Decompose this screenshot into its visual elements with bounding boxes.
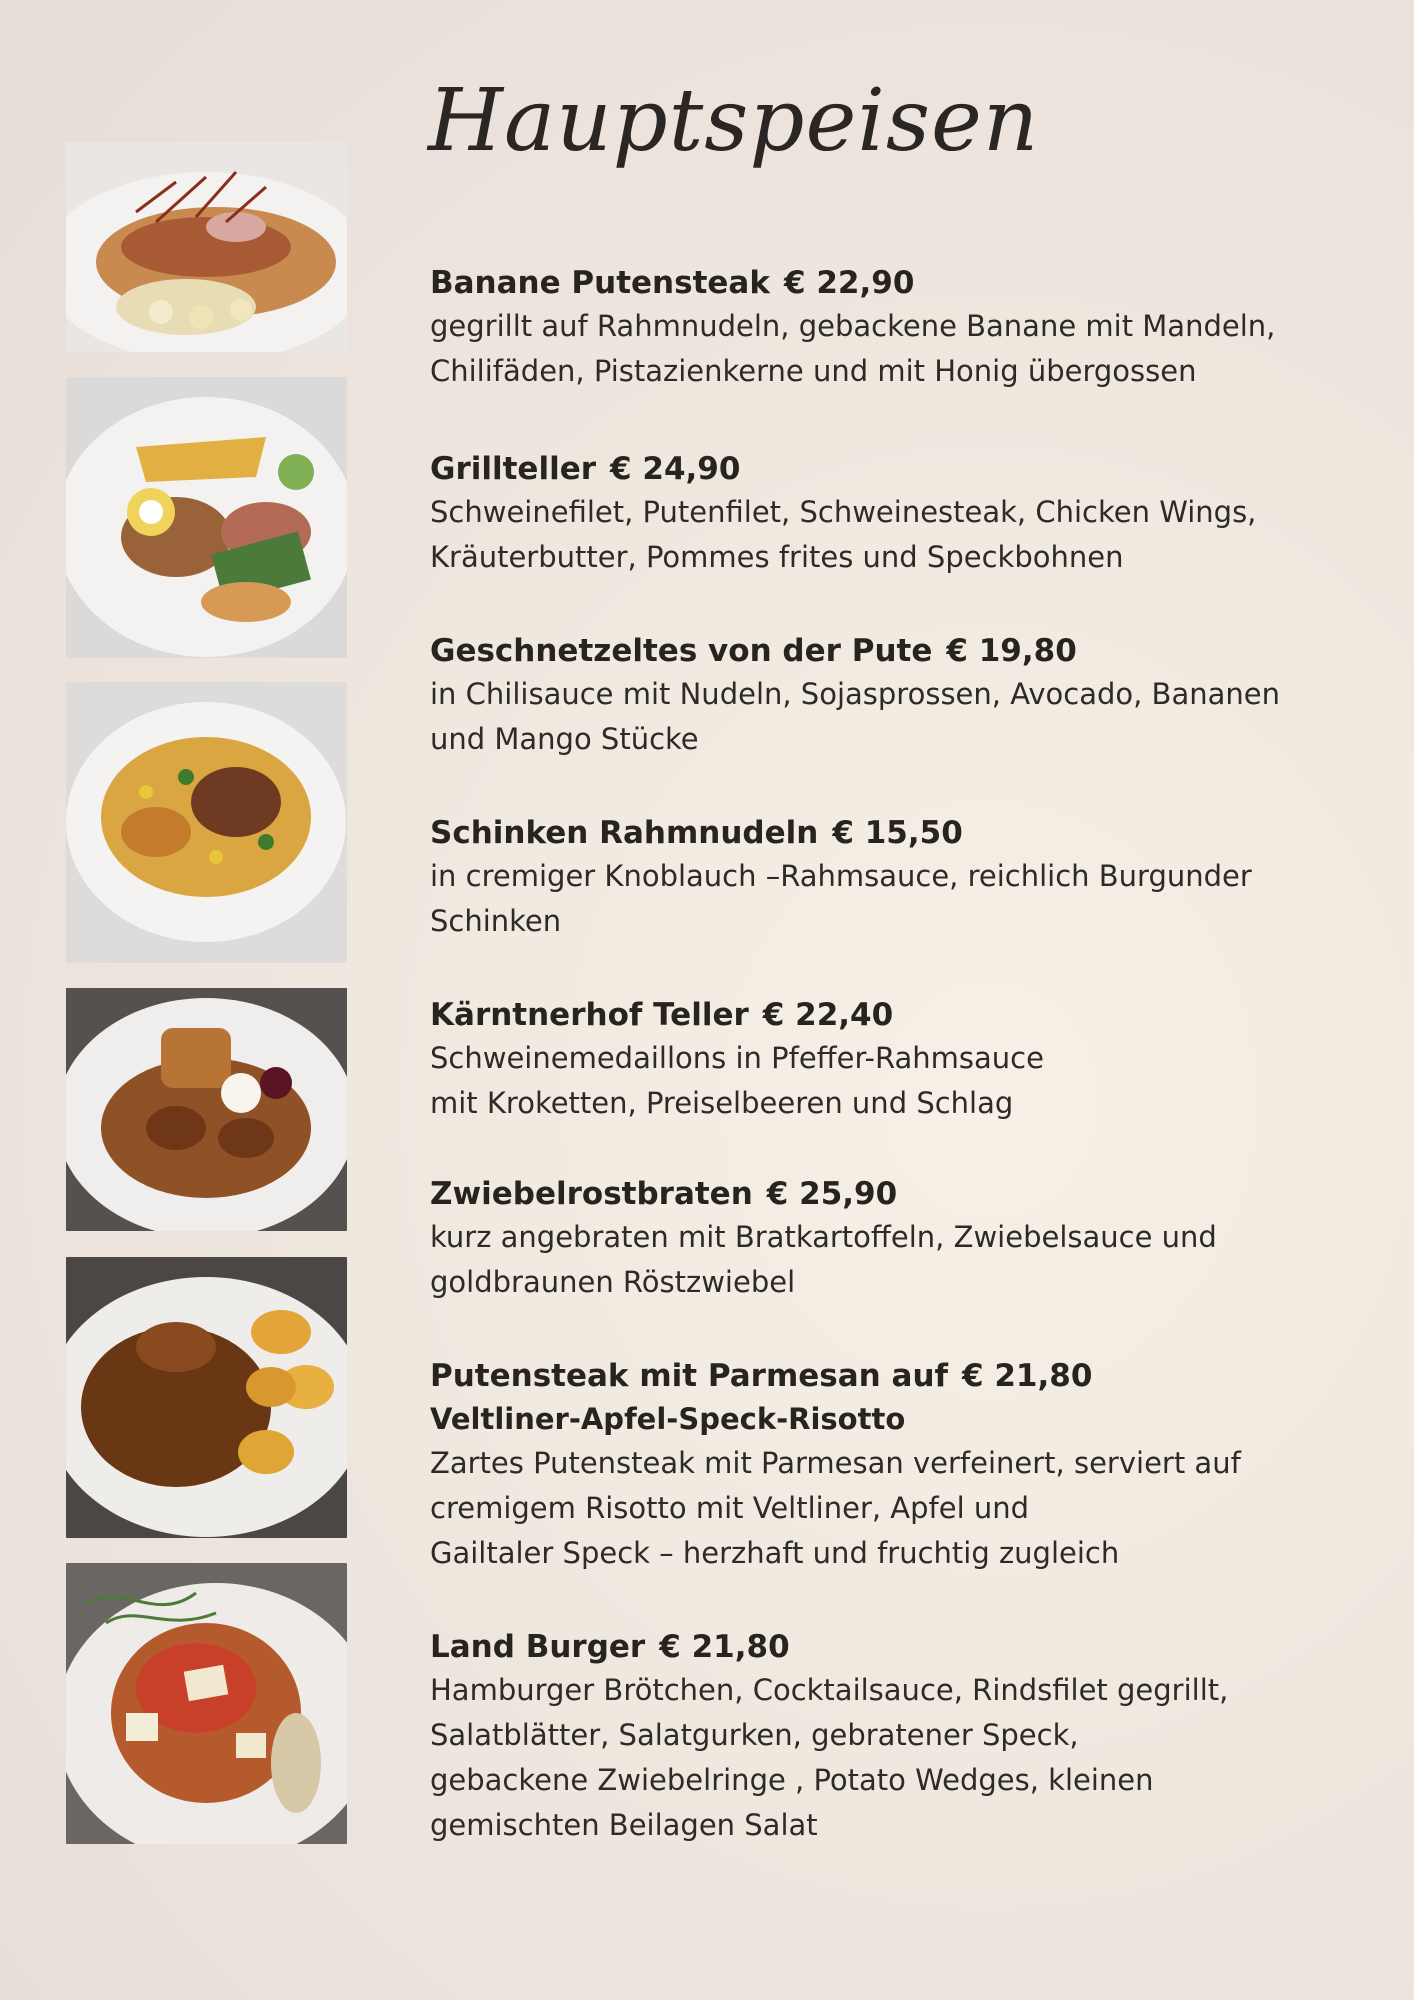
dish-subtitle: Veltliner-Apfel-Speck-Risotto	[430, 1402, 906, 1436]
description-line: Schweinemedaillons in Pfeffer-Rahmsauce	[430, 1041, 1044, 1075]
dish-photo-zwiebelrostbraten	[66, 1257, 347, 1538]
description-line: in Chilisauce mit Nudeln, Sojasprossen, Avocado, Bananen	[430, 677, 1280, 711]
description-line: gebackene Zwiebelringe , Potato Wedges, kleinen	[430, 1763, 1154, 1797]
dish-photo-putensteak-parmesan	[66, 1563, 347, 1844]
dish-price: € 21,80	[659, 1629, 790, 1665]
dish-banane-putensteak	[430, 262, 1330, 394]
description-line: Kräuterbutter, Pommes frites und Speckbohnen	[430, 540, 1124, 574]
description-line: goldbraunen Röstzwiebel	[430, 1265, 796, 1299]
dish-kaerntnerhof-teller	[430, 994, 1330, 1126]
dish-schinken-rahmnudeln	[430, 812, 1330, 944]
dish-name: Grillteller	[430, 451, 597, 487]
dish-heading	[430, 1355, 1330, 1397]
dish-name: Banane Putensteak	[430, 265, 770, 301]
dish-description	[430, 1441, 1330, 1576]
dish-price: € 15,50	[832, 815, 963, 851]
dish-description	[430, 1036, 1330, 1126]
description-line: Schinken	[430, 904, 562, 938]
description-line: gemischten Beilagen Salat	[430, 1808, 818, 1842]
description-line: gegrillt auf Rahmnudeln, gebackene Banane mit Mandeln,	[430, 309, 1276, 343]
description-line: Schweinefilet, Putenfilet, Schweinesteak, Chicken Wings,	[430, 495, 1257, 529]
page-title: Hauptspeisen	[428, 71, 1040, 171]
description-line: kurz angebraten mit Bratkartoffeln, Zwiebelsauce und	[430, 1220, 1217, 1254]
dish-price: € 22,40	[762, 997, 894, 1033]
dish-price: € 25,90	[766, 1176, 898, 1212]
dish-photo-kaerntnerhof-teller	[66, 988, 347, 1231]
dish-putensteak-parmesan	[430, 1355, 1330, 1576]
description-line: Chilifäden, Pistazienkerne und mit Honig übergossen	[430, 354, 1197, 388]
dish-description	[430, 304, 1330, 394]
dish-photo-banane-putensteak	[66, 142, 347, 352]
description-line: Gailtaler Speck – herzhaft und fruchtig zugleich	[430, 1536, 1120, 1570]
dish-heading	[430, 630, 1330, 672]
description-line: mit Kroketten, Preiselbeeren und Schlag	[430, 1086, 1014, 1120]
description-line: Zartes Putensteak mit Parmesan verfeinert, serviert auf	[430, 1446, 1241, 1480]
dish-name: Putensteak mit Parmesan auf	[430, 1358, 948, 1394]
dish-heading	[430, 1626, 1330, 1668]
dish-heading	[430, 994, 1330, 1036]
dish-description	[430, 1668, 1330, 1848]
description-line: Salatblätter, Salatgurken, gebratener Speck,	[430, 1718, 1079, 1752]
dish-name: Geschnetzeltes von der Pute	[430, 633, 933, 669]
dish-heading	[430, 1173, 1330, 1215]
dish-description	[430, 490, 1330, 580]
dish-geschnetzeltes	[430, 630, 1330, 762]
dish-price: € 21,80	[962, 1358, 1093, 1394]
description-line: cremigem Risotto mit Veltliner, Apfel und	[430, 1491, 1030, 1525]
dish-photo-geschnetzeltes	[66, 682, 347, 963]
dish-description	[430, 854, 1330, 944]
dish-name: Land Burger	[430, 1629, 646, 1665]
description-line: Hamburger Brötchen, Cocktailsauce, Rindsfilet gegrillt,	[430, 1673, 1229, 1707]
dish-heading	[430, 812, 1330, 854]
dish-price: € 24,90	[610, 451, 741, 487]
dish-description	[430, 1215, 1330, 1305]
dish-heading	[430, 448, 1330, 490]
dish-zwiebelrostbraten	[430, 1173, 1330, 1305]
description-line: in cremiger Knoblauch –Rahmsauce, reichlich Burgunder	[430, 859, 1252, 893]
dish-land-burger	[430, 1626, 1330, 1848]
dish-grillteller	[430, 448, 1330, 580]
dish-price: € 22,90	[783, 265, 915, 301]
dish-heading	[430, 262, 1330, 304]
dish-name: Kärntnerhof Teller	[430, 997, 749, 1033]
dish-description	[430, 672, 1330, 762]
dish-name: Schinken Rahmnudeln	[430, 815, 819, 851]
dish-price: € 19,80	[946, 633, 1077, 669]
dish-name: Zwiebelrostbraten	[430, 1176, 753, 1212]
description-line: und Mango Stücke	[430, 722, 699, 756]
dish-photo-grillteller	[66, 377, 347, 658]
